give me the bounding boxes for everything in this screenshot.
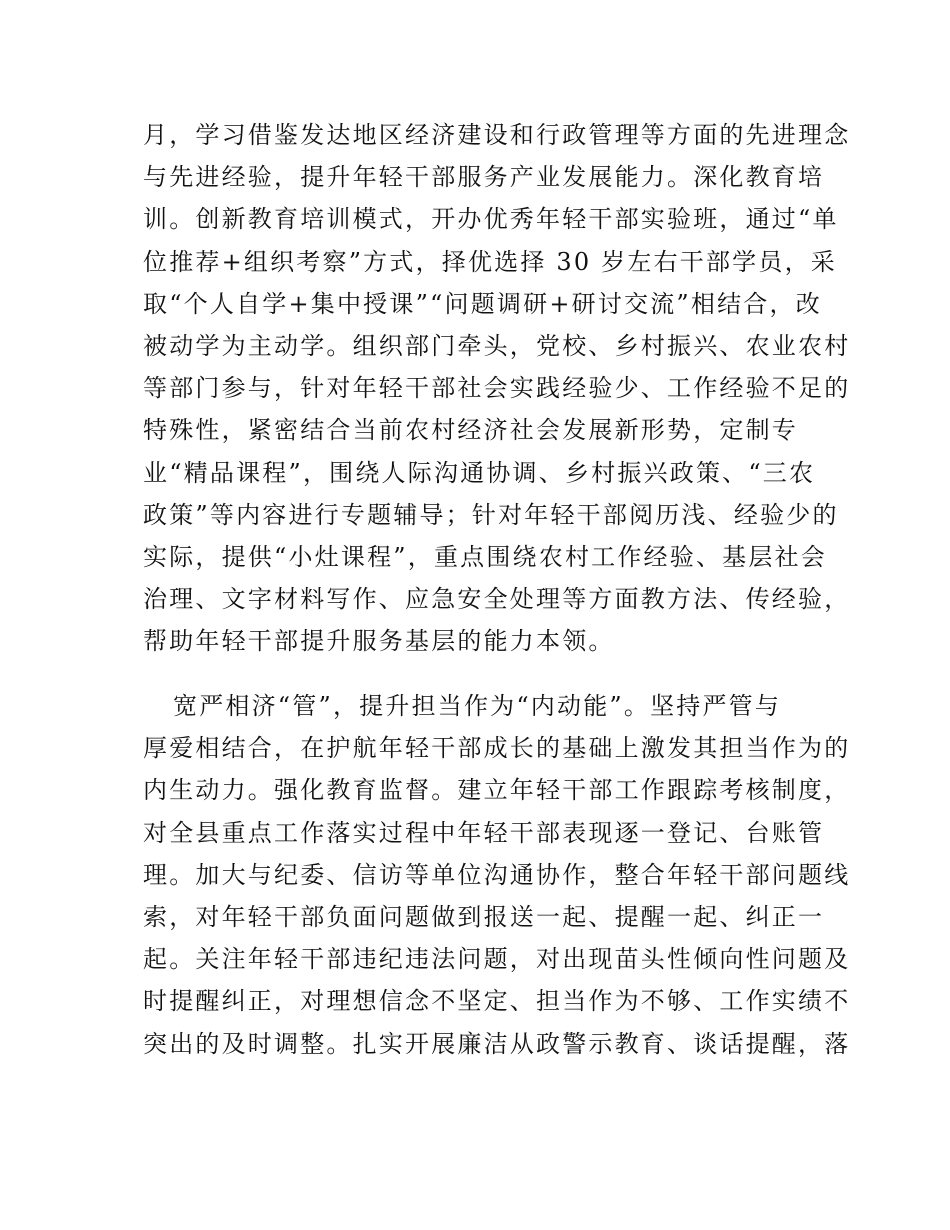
- text-line: 起。关注年轻干部违纪违法问题，对出现苗头性倾向性问题及: [143, 945, 851, 974]
- text-line: 等部门参与，针对年轻干部社会实践经验少、工作经验不足的: [143, 374, 851, 403]
- text-line: 实际，提供“小灶课程”，重点围绕农村工作经验、基层社会: [143, 542, 827, 571]
- text-line: 月，学习借鉴发达地区经济建设和行政管理等方面的先进理念: [143, 121, 851, 149]
- text-line: 特殊性，紧密结合当前农村经济社会发展新形势，定制专: [143, 416, 798, 445]
- text-line: 厚爱相结合，在护航年轻干部成长的基础上激发其担当作为的: [143, 734, 851, 763]
- text-line: 时提醒纠正，对理想信念不坚定、担当作为不够、工作实绩不: [143, 987, 851, 1016]
- text-line: 位推荐+组织考察”方式，择优选择 30 岁左右干部学员，采: [143, 247, 837, 276]
- text-line: 被动学为主动学。组织部门牵头，党校、乡村振兴、农业农村: [143, 331, 851, 360]
- text-line: 治理、文字材料写作、应急安全处理等方面教方法、传经验，: [143, 585, 851, 614]
- text-line: 训。创新教育培训模式，开办优秀年轻干部实验班，通过“单: [143, 205, 839, 234]
- paragraph-1: [143, 114, 851, 662]
- text-line: 突出的及时调整。扎实开展廉洁从政警示教育、谈话提醒，落: [143, 1029, 851, 1058]
- text-line: 理。加大与纪委、信访等单位沟通协作，整合年轻干部问题线: [143, 860, 851, 889]
- text-line: 索，对年轻干部负面问题做到报送一起、提醒一起、纠正一: [143, 902, 825, 931]
- text-line: 宽严相济“管”，提升担当作为“内动能”。坚持严管与: [173, 692, 782, 720]
- text-line: 帮助年轻干部提升服务基层的能力本领。: [143, 627, 615, 656]
- paragraph-2: [143, 685, 851, 1065]
- text-line: 与先进经验，提升年轻干部服务产业发展能力。深化教育培: [143, 163, 825, 192]
- text-line: 内生动力。强化教育监督。建立年轻干部工作跟踪考核制度，: [143, 776, 851, 805]
- text-line: 业“精品课程”，围绕人际沟通协调、乡村振兴政策、“三农: [143, 458, 816, 487]
- text-line: 取“个人自学+集中授课”“问题调研+研讨交流”相结合，改: [143, 289, 822, 318]
- text-line: 对全县重点工作落实过程中年轻干部表现逐一登记、台账管: [143, 818, 825, 847]
- text-line: 政策”等内容进行专题辅导；针对年轻干部阅历浅、经验少的: [143, 500, 839, 529]
